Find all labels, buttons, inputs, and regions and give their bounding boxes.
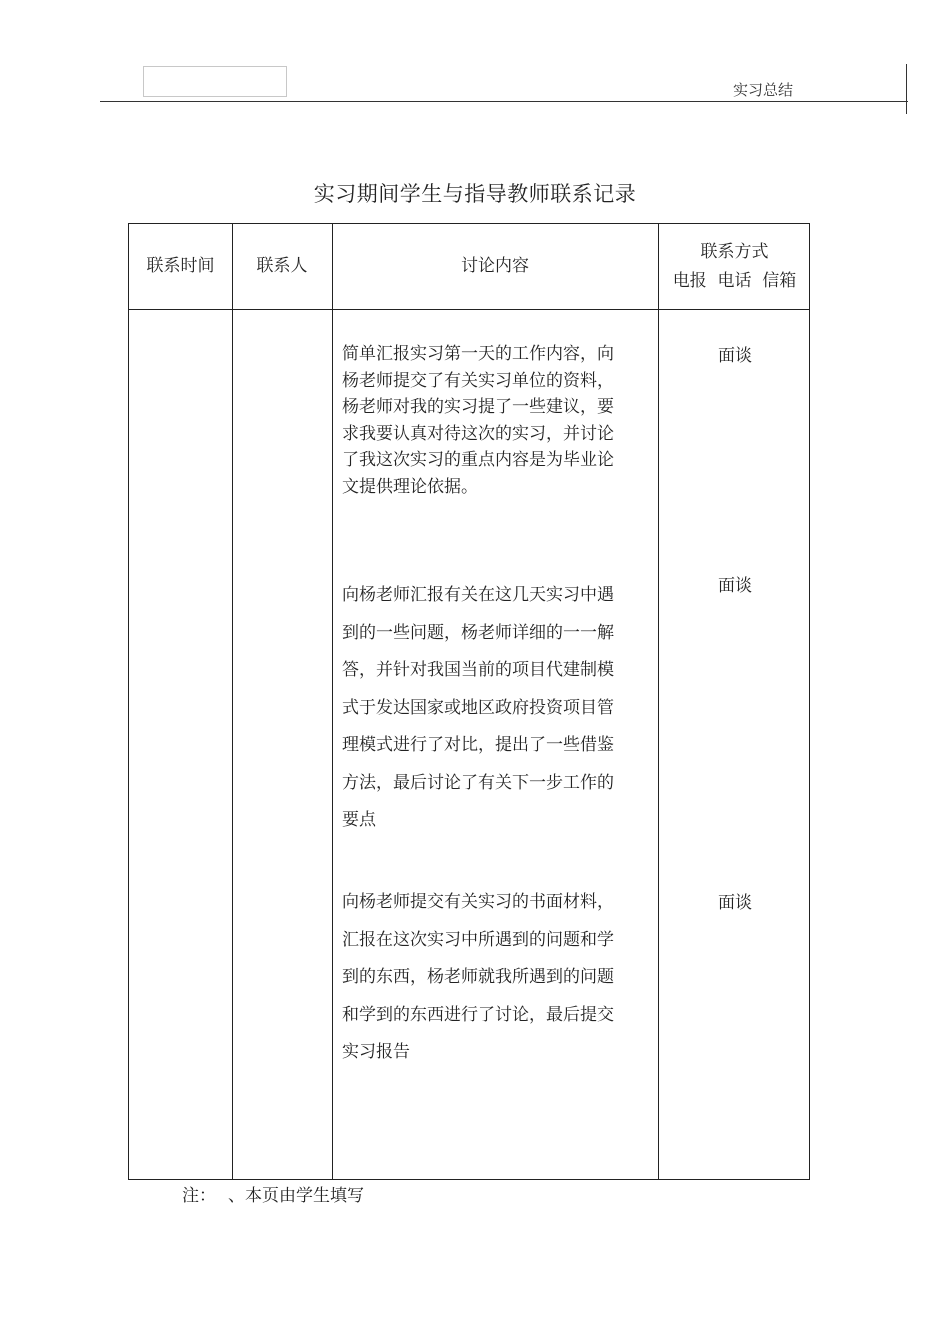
footnote-label: 注： — [182, 1186, 216, 1206]
discussion-line: 答，并针对我国当前的项目代建制模 — [342, 660, 614, 680]
header-rule — [100, 101, 908, 102]
column-divider — [332, 224, 333, 1179]
contact-method-1: 面谈 — [718, 346, 752, 366]
contact-method-3: 面谈 — [718, 893, 752, 913]
header-row-divider — [129, 309, 809, 310]
discussion-line: 杨老师提交了有关实习单位的资料， — [342, 370, 614, 391]
discussion-line: 向杨老师汇报有关在这几天实习中遇 — [342, 585, 614, 605]
discussion-line: 汇报在这次实习中所遇到的问题和学 — [342, 929, 614, 950]
discussion-line: 了我这次实习的重点内容是为毕业论 — [342, 450, 614, 470]
column-header-content: 讨论内容 — [461, 256, 529, 276]
method-header-options: 电报 电话 信箱 — [672, 270, 797, 291]
discussion-entry-3 — [342, 884, 652, 1072]
discussion-line: 方法，最后讨论了有关下一步工作的 — [342, 772, 614, 793]
column-header-contact: 联系人 — [256, 256, 308, 276]
method-header-title: 联系方式 — [700, 241, 769, 262]
column-header-time: 联系时间 — [146, 256, 215, 276]
discussion-line: 式于发达国家或地区政府投资项目管 — [342, 697, 614, 718]
discussion-line: 要点 — [342, 810, 376, 830]
discussion-line: 简单汇报实习第一天的工作内容，向 — [342, 344, 614, 364]
column-header-method — [658, 224, 811, 309]
header-title: 实习总结 — [733, 81, 794, 99]
discussion-entry-2 — [342, 577, 652, 840]
discussion-line: 文提供理论依据。 — [342, 476, 478, 497]
discussion-line: 实习报告 — [342, 1042, 410, 1062]
discussion-line: 向杨老师提交有关实习的书面材料， — [342, 892, 614, 912]
discussion-line: 求我要认真对待这次的实习，并讨论 — [342, 423, 614, 444]
contact-method-2: 面谈 — [718, 576, 752, 596]
header-logo-box — [143, 66, 287, 97]
discussion-line: 到的东西，杨老师就我所遇到的问题 — [342, 967, 614, 987]
contact-record-table — [128, 223, 810, 1180]
discussion-entry-1 — [342, 341, 652, 500]
column-divider — [232, 224, 233, 1179]
discussion-line: 理模式进行了对比，提出了一些借鉴 — [342, 735, 614, 755]
footnote-text: 、本页由学生填写 — [228, 1186, 364, 1206]
discussion-line: 和学到的东西进行了讨论，最后提交 — [342, 1004, 614, 1025]
discussion-line: 杨老师对我的实习提了一些建议，要 — [342, 397, 614, 417]
discussion-line: 到的一些问题，杨老师详细的一一解 — [342, 622, 614, 643]
header-margin-line — [906, 64, 907, 114]
document-title: 实习期间学生与指导教师联系记录 — [313, 182, 637, 206]
